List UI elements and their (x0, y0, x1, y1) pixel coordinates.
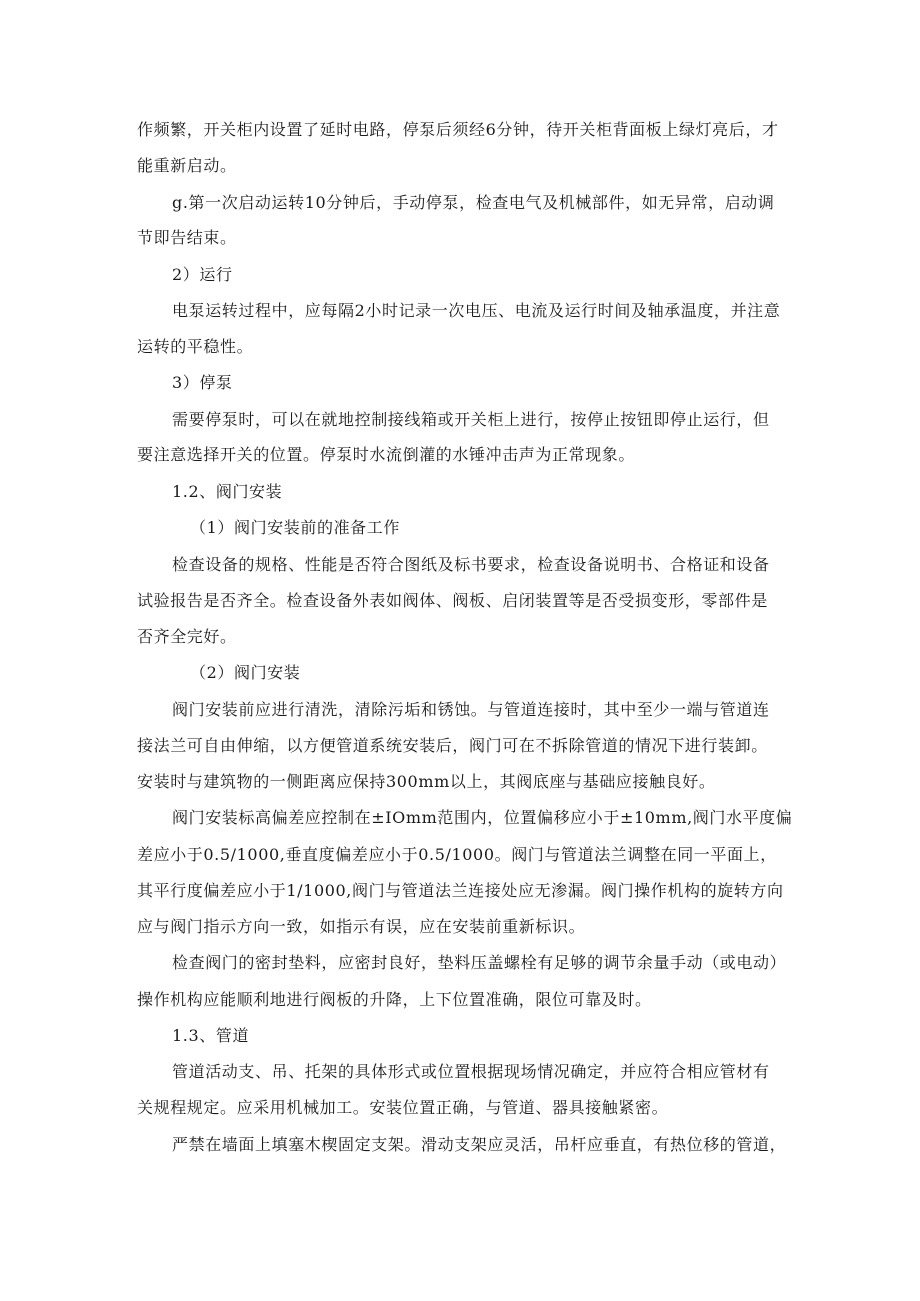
body-text-line: 差应小于0.5/1000,垂直度偏差应小于0.5/1000。阀门与管道法兰调整在同一平面上， (137, 845, 777, 864)
body-text-line: 操作机构应能顺利地进行阀板的升降，上下位置准确，限位可靠及时。 (137, 990, 652, 1009)
section-heading: 1.3、管道 (172, 1026, 250, 1045)
section-heading: 1.2、阀门安装 (172, 482, 283, 501)
body-text-line: 关规程规定。应采用机械加工。安装位置正确，与管道、器具接触紧密。 (137, 1098, 669, 1117)
body-text-line: 检查阀门的密封垫料，应密封良好，垫料压盖螺栓有足够的调节余量手动（或电动） (172, 953, 787, 972)
section-heading: 2）运行 (172, 265, 233, 284)
body-text-line: 运转的平稳性。 (137, 337, 254, 356)
body-text-line: 严禁在墙面上填塞木楔固定支架。滑动支架应灵活，吊杆应垂直，有热位移的管道， (172, 1135, 787, 1154)
body-text-line: 阀门安装标高偏差应控制在±IOmm范围内，位置偏移应小于±10mm,阀门水平度偏 (172, 808, 793, 827)
body-text-line: 检查设备的规格、性能是否符合图纸及标书要求，检查设备说明书、合格证和设备 (172, 555, 770, 574)
body-text-line: 阀门安装前应进行清洗，清除污垢和锈蚀。与管道连接时，其中至少一端与管道连 (172, 700, 770, 719)
section-heading: 3）停泵 (172, 373, 233, 392)
body-text-line: 需要停泵时，可以在就地控制接线箱或开关柜上进行，按停止按钮即停止运行，但 (172, 410, 770, 429)
subsection-heading: （2）阀门安装 (190, 663, 301, 682)
body-text-line: 节即告结束。 (137, 228, 237, 247)
body-text-line: g.第一次启动运转10分钟后，手动停泵，检查电气及机械部件，如无异常，启动调 (172, 193, 775, 212)
body-text-line: 管道活动支、吊、托架的具体形式或位置根据现场情况确定，并应符合相应管材有 (172, 1062, 770, 1081)
body-text-line: 能重新启动。 (137, 156, 237, 175)
body-text-line: 安装时与建筑物的一侧距离应保持300mm以上，其阀底座与基础应接触良好。 (137, 772, 716, 791)
body-text-line: 接法兰可自由伸缩，以方便管道系统安装后，阀门可在不拆除管道的情况下进行装卸。 (137, 736, 768, 755)
body-text-line: 作频繁，开关柜内设置了延时电路，停泵后须经6分钟，待开关柜背面板上绿灯亮后，才 (137, 120, 779, 139)
subsection-heading: （1）阀门安装前的准备工作 (190, 518, 400, 537)
body-text-line: 应与阀门指示方向一致，如指示有误，应在安装前重新标识。 (137, 917, 586, 936)
body-text-line: 电泵运转过程中，应每隔2小时记录一次电压、电流及运行时间及轴承温度，并注意 (172, 301, 781, 320)
body-text-line: 试验报告是否齐全。检查设备外表如阀体、阀板、启闭装置等是否受损变形，零部件是 (137, 591, 768, 610)
body-text-line: 要注意选择开关的位置。停泵时水流倒灌的水锤冲击声为正常现象。 (137, 445, 636, 464)
body-text-line: 其平行度偏差应小于1/1000,阀门与管道法兰连接处应无渗漏。阀门操作机构的旋转方向 (137, 881, 784, 900)
body-text-line: 否齐全完好。 (137, 627, 237, 646)
